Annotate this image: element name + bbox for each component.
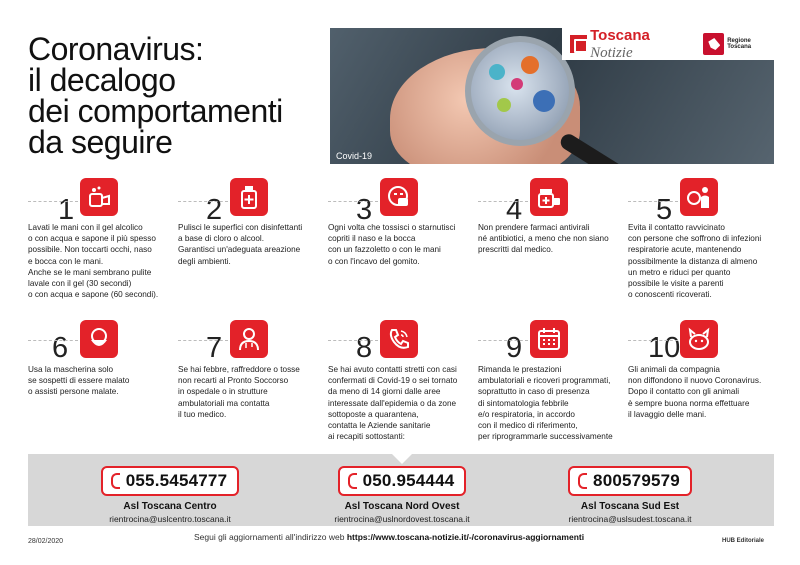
distance-icon bbox=[680, 178, 718, 216]
rule-number: 10 bbox=[648, 332, 681, 364]
footer-link-url[interactable]: https://www.toscana-notizie.it/-/coronavirus-aggiornamenti bbox=[346, 532, 585, 542]
contact-name: Asl Toscana Sud Est bbox=[580, 501, 680, 512]
contact-name: Asl Toscana Nord Ovest bbox=[344, 501, 460, 512]
rule-text-line: Rimanda le prestazioni bbox=[478, 365, 562, 374]
rule-text-line: se sospetti di essere malato bbox=[28, 376, 130, 386]
rule-text-line: con persone che soffrono di infezioni bbox=[628, 234, 762, 244]
face-mask-icon bbox=[80, 320, 118, 358]
rule-text-line: il tuo medico. bbox=[178, 409, 227, 419]
rule-text-line: Dopo il contatto con gli animali bbox=[628, 387, 740, 397]
footer-updates bbox=[194, 532, 584, 542]
title-line: dei comportamenti bbox=[28, 93, 283, 129]
rule-text-line: un metro e riduci per quanto bbox=[628, 267, 731, 277]
rule-text-line: a base di cloro o alcool. bbox=[178, 234, 265, 244]
rule-text-line: Anche se le mani sembrano pulite bbox=[28, 267, 152, 277]
contact-asl-centro bbox=[70, 466, 270, 524]
rule-text-line: lavale con il gel (30 secondi) bbox=[28, 279, 132, 289]
rule-number: 1 bbox=[58, 194, 75, 226]
separator-line bbox=[28, 340, 78, 341]
rule-text-line: degli ambienti. bbox=[178, 256, 231, 266]
soap-hands-icon bbox=[80, 178, 118, 216]
rule-text-line: da meno di 14 giorni dalle aree bbox=[328, 387, 441, 397]
footer-hub: HUB Editoriale bbox=[722, 538, 765, 544]
rule-text-line: né antibiotici, a meno che non siano bbox=[478, 234, 609, 244]
rule-text-line: Lavati le mani con il gel alcolico bbox=[28, 223, 143, 232]
logo-bar bbox=[562, 28, 774, 60]
rule-number: 5 bbox=[656, 194, 673, 226]
contact-email[interactable]: rientrocina@uslsudest.toscana.it bbox=[568, 514, 692, 524]
contact-email[interactable]: rientrocina@uslnordovest.toscana.it bbox=[334, 514, 470, 524]
rule-text-line: Se hai febbre, raffreddore o tosse bbox=[178, 365, 300, 374]
phone-number: 050.954444 bbox=[362, 471, 455, 490]
sneeze-icon bbox=[380, 178, 418, 216]
rule-text-line: il lavaggio delle mani. bbox=[628, 409, 707, 419]
rule-text-line: possibile le visite a parenti bbox=[628, 279, 724, 289]
rule-text-line: di sintomatologia febbrile bbox=[478, 398, 569, 408]
separator-line bbox=[478, 201, 528, 202]
phone-number-button[interactable] bbox=[568, 466, 692, 496]
rule-text-line: sottoposte a quarantena, bbox=[328, 409, 419, 419]
rule-text-line: contatta le Aziende sanitarie bbox=[328, 421, 431, 431]
separator-line bbox=[628, 201, 678, 202]
rule-text-line: Pulisci le superfici con disinfettanti bbox=[178, 223, 303, 232]
separator-line bbox=[178, 201, 228, 202]
page-title bbox=[28, 31, 328, 160]
contact-name: Asl Toscana Centro bbox=[123, 501, 217, 512]
separator-line bbox=[28, 201, 78, 202]
footer-link-prefix: Segui gli aggiornamenti all'indirizzo web bbox=[194, 532, 345, 542]
rule-number: 7 bbox=[206, 332, 223, 364]
rule-number: 6 bbox=[52, 332, 69, 364]
phone-number-button[interactable] bbox=[101, 466, 239, 496]
rule-number: 2 bbox=[206, 194, 223, 226]
phone-icon bbox=[578, 473, 587, 489]
contact-asl-sud-est bbox=[530, 466, 730, 524]
rule-number: 8 bbox=[356, 332, 373, 364]
rule-text-line: e bocca con le mani. bbox=[28, 256, 104, 266]
rule-text-line: è sempre buona norma effettuare bbox=[628, 398, 750, 408]
rule-text-line: Ogni volta che tossisci o starnutisci bbox=[328, 223, 456, 232]
doctor-icon bbox=[230, 320, 268, 358]
rule-text-line: non diffondono il nuovo Coronavirus. bbox=[628, 376, 762, 386]
separator-line bbox=[628, 340, 678, 341]
pet-icon bbox=[680, 320, 718, 358]
rule-text-line: ambulatoriali ma contatta bbox=[178, 398, 270, 408]
medicine-icon bbox=[530, 178, 568, 216]
rule-number: 9 bbox=[506, 332, 523, 364]
logo-brand: Toscana Notizie bbox=[590, 26, 650, 61]
rule-text-line: Usa la mascherina solo bbox=[28, 365, 114, 374]
magnifying-glass-icon bbox=[465, 36, 575, 146]
rule-text-line: Gli animali da compagnia bbox=[628, 365, 720, 374]
toscana-notizie-logo-icon bbox=[570, 35, 587, 53]
contact-asl-nord-ovest bbox=[302, 466, 502, 524]
contact-email[interactable]: rientrocina@uslcentro.toscana.it bbox=[109, 514, 231, 524]
rule-text-line: Se hai avuto contatti stretti con casi bbox=[328, 365, 457, 374]
rule-text-line: in ospedale o in strutture bbox=[178, 387, 268, 397]
separator-line bbox=[328, 201, 378, 202]
rule-number: 4 bbox=[506, 194, 523, 226]
title-line: il decalogo bbox=[28, 62, 176, 98]
rule-text-line: con un fazzoletto o con le mani bbox=[328, 245, 441, 255]
logo-region: Regione Toscana bbox=[727, 38, 752, 50]
hero-caption: Covid-19 bbox=[336, 151, 373, 161]
rule-text-line: Non prendere farmaci antivirali bbox=[478, 223, 590, 232]
separator-line bbox=[178, 340, 228, 341]
separator-line bbox=[328, 340, 378, 341]
phone-number: 055.5454777 bbox=[125, 471, 228, 490]
phone-number: 800579579 bbox=[593, 471, 680, 490]
phone-call-icon bbox=[380, 320, 418, 358]
rule-text-line: o con acqua e sapone (60 secondi). bbox=[28, 290, 159, 300]
rule-text-line: o assisti persone malate. bbox=[28, 387, 119, 397]
rule-text-line: o conoscenti ricoverati. bbox=[628, 290, 712, 300]
rule-text-line: con il medico di riferimento, bbox=[478, 421, 578, 431]
rule-text-line: copriti il naso e la bocca bbox=[328, 234, 416, 244]
rule-text-line: e/o respiratoria, in accordo bbox=[478, 409, 575, 419]
rule-text-line: soprattutto in caso di presenza bbox=[478, 387, 590, 397]
disinfectant-bottle-icon bbox=[230, 178, 268, 216]
phone-number-button[interactable] bbox=[338, 466, 467, 496]
rule-text-line: respiratorie acute, mantenendo bbox=[628, 245, 742, 255]
rule-text-line: per riprogrammarle successivamente bbox=[478, 432, 613, 442]
regione-toscana-logo-icon bbox=[703, 33, 724, 55]
rule-text-line: confermati di Covid-19 o sei tornato bbox=[328, 376, 458, 386]
footer-date: 28/02/2020 bbox=[28, 538, 64, 545]
separator-line bbox=[478, 340, 528, 341]
calendar-icon bbox=[530, 320, 568, 358]
rule-text-line: Evita il contatto ravvicinato bbox=[628, 223, 725, 232]
rule-number: 3 bbox=[356, 194, 373, 226]
rule-text-line: Garantisci un'adeguata areazione bbox=[178, 245, 301, 255]
rule-text-line: interessate dall'epidemia o da zone bbox=[328, 398, 457, 408]
title-line: da seguire bbox=[28, 124, 173, 160]
title-line: Coronavirus: bbox=[28, 31, 204, 67]
rule-text-line: ambulatoriali e ricoveri programmati, bbox=[478, 376, 611, 386]
rule-text-line: ai recapiti sottostanti: bbox=[328, 432, 405, 442]
rule-text-line: prescritti dal medico. bbox=[478, 245, 554, 255]
rule-text-line: non recarti al Pronto Soccorso bbox=[178, 376, 289, 386]
rule-text-line: possibile. Non toccarti occhi, naso bbox=[28, 245, 152, 255]
rule-text-line: possibilmente la distanza di almeno bbox=[628, 256, 758, 266]
phone-icon bbox=[111, 473, 120, 489]
rule-text-line: o con acqua e sapone il più spesso bbox=[28, 234, 156, 244]
phone-icon bbox=[348, 473, 357, 489]
rule-text-line: o con l'incavo del gomito. bbox=[328, 256, 420, 266]
